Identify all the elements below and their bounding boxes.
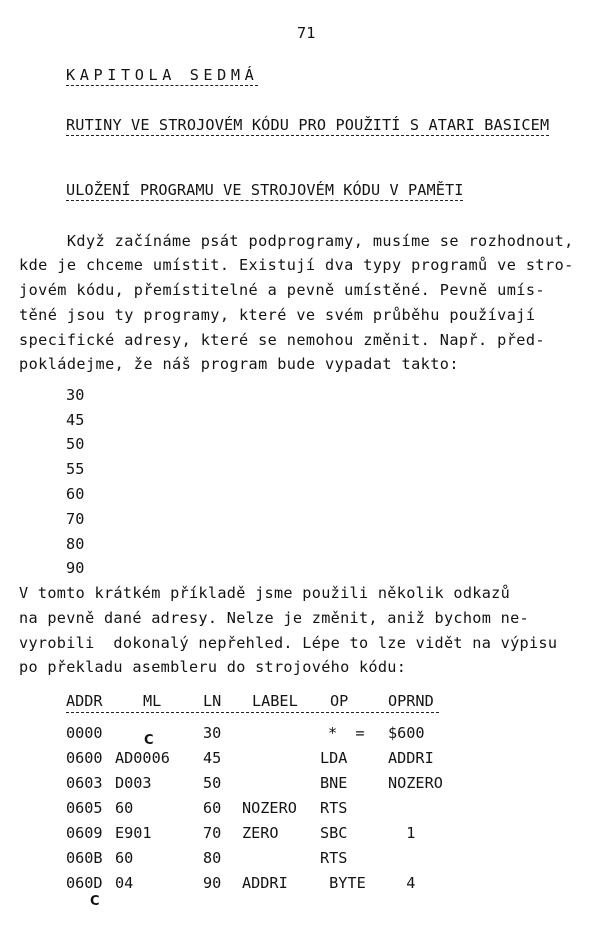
header-ml: ML	[143, 692, 162, 710]
cell-op: SBC	[320, 824, 348, 842]
cell-ml: E901	[115, 824, 152, 842]
paragraph-line: V tomto krátkém příkladě jsme použili několik odkazů	[19, 584, 511, 602]
section-title: RUTINY VE STROJOVÉM KÓDU PRO POUŽITÍ S ATARI BASICEM	[66, 116, 550, 134]
page-number: 71	[297, 24, 316, 42]
cell-ln: 90	[203, 874, 222, 892]
cell-label: ADDRI	[242, 874, 288, 892]
header-underline	[66, 712, 439, 713]
cell-op: * =	[328, 724, 365, 742]
paragraph-line: po překladu asembleru do strojového kódu:	[19, 658, 407, 676]
handwritten-correction: C	[90, 894, 100, 909]
paragraph-line: jovém kódu, přemístitelné a pevně umístěné. Pevně umís-	[19, 281, 546, 299]
paragraph-line: vyrobili dokonalý nepřehled. Lépe to lze vidět na výpisu	[19, 634, 558, 652]
header-ln: LN	[203, 692, 222, 710]
cell-label: ZERO	[242, 824, 279, 842]
paragraph-line: specifické adresy, které se nemohou změnit. Např. před-	[19, 331, 546, 349]
header-oprnd: OPRND	[388, 692, 434, 710]
program-line-number: 50	[66, 435, 85, 453]
cell-ln: 30	[203, 724, 222, 742]
cell-oprnd: ADDRI	[388, 749, 434, 767]
cell-ln: 50	[203, 774, 222, 792]
cell-oprnd: $600	[388, 724, 425, 742]
cell-oprnd: 1	[388, 824, 416, 842]
cell-op: RTS	[320, 799, 348, 817]
cell-label: NOZERO	[242, 799, 297, 817]
cell-op: LDA	[320, 749, 348, 767]
program-line-number: 30	[66, 386, 85, 404]
cell-ml: 04	[115, 874, 134, 892]
program-line-number: 45	[66, 411, 85, 429]
cell-ml: 60	[115, 799, 134, 817]
cell-oprnd: NOZERO	[388, 774, 443, 792]
cell-ml: D003	[115, 774, 152, 792]
paragraph-line: těné jsou ty programy, které ve svém průběhu používají	[19, 306, 536, 324]
cell-addr: 0600	[66, 749, 103, 767]
cell-addr: 060B	[66, 849, 103, 867]
handwritten-correction: C	[144, 733, 154, 748]
cell-oprnd: 4	[388, 874, 416, 892]
cell-addr: 0609	[66, 824, 103, 842]
cell-op: BYTE	[320, 874, 366, 892]
paragraph-line: Když začínáme psát podprogramy, musíme se rozhodnout,	[19, 232, 574, 250]
program-line-number: 90	[66, 559, 85, 577]
header-op: OP	[330, 692, 349, 710]
cell-ln: 45	[203, 749, 222, 767]
program-line-number: 80	[66, 535, 85, 553]
program-line-number: 70	[66, 510, 85, 528]
program-line-number: 55	[66, 460, 85, 478]
paragraph-line: kde je chceme umístit. Existují dva typy programů ve stro-	[19, 256, 574, 274]
cell-ln: 80	[203, 849, 222, 867]
header-label: LABEL	[252, 692, 298, 710]
program-line-number: 60	[66, 485, 85, 503]
cell-op: BNE	[320, 774, 348, 792]
subsection-title: ULOŽENÍ PROGRAMU VE STROJOVÉM KÓDU V PAMĚTI	[66, 181, 464, 199]
cell-op: RTS	[320, 849, 348, 867]
cell-addr: 0605	[66, 799, 103, 817]
cell-ml: AD0006	[115, 749, 170, 767]
chapter-title: KAPITOLA SEDMÁ	[66, 66, 259, 84]
cell-addr: 0000	[66, 724, 103, 742]
cell-ml: 60	[115, 849, 134, 867]
cell-ln: 60	[203, 799, 222, 817]
cell-ln: 70	[203, 824, 222, 842]
cell-addr: 0603	[66, 774, 103, 792]
cell-addr: 060D	[66, 874, 103, 892]
paragraph-line: pokládejme, že náš program bude vypadat takto:	[19, 355, 459, 373]
header-addr: ADDR	[66, 692, 103, 710]
paragraph-line: na pevně dané adresy. Nelze je změnit, aniž bychom ne-	[19, 609, 529, 627]
